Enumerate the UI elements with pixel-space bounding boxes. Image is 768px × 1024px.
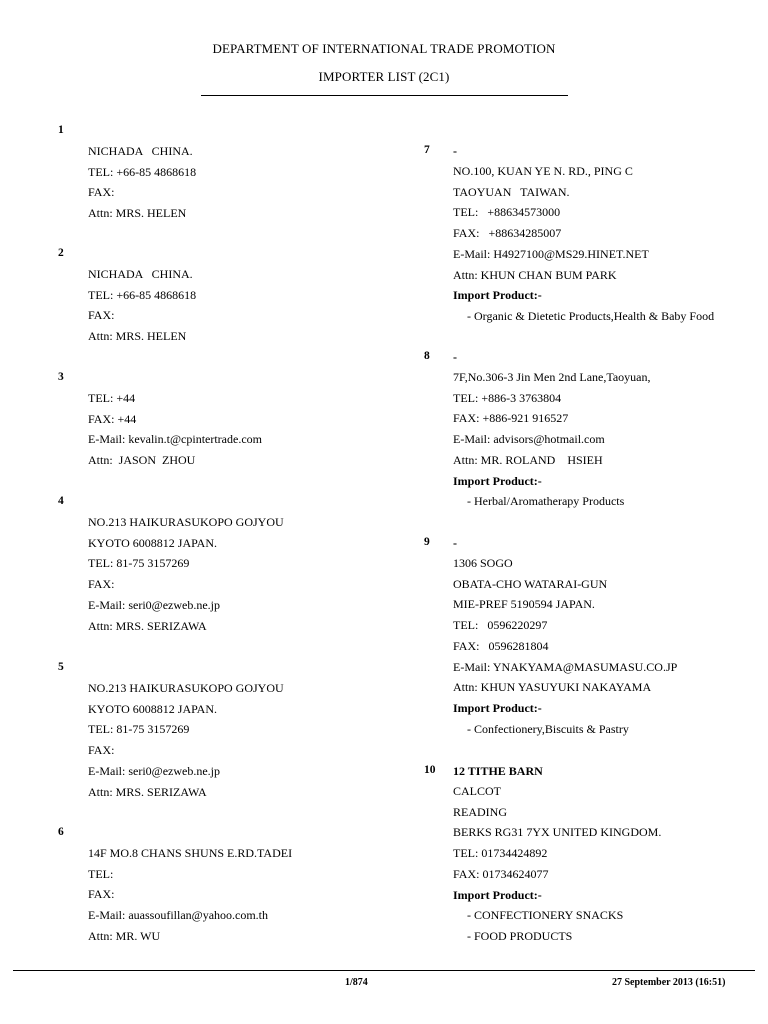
page-number: 1/874	[345, 977, 368, 988]
entry-detail-line: Attn: MRS. HELEN	[88, 329, 187, 344]
entry-detail-line: E-Mail: seri0@ezweb.ne.jp	[88, 763, 221, 778]
entry-detail-line: Attn: MRS. HELEN	[88, 206, 187, 221]
entry-detail-line: Attn: KHUN YASUYUKI NAKAYAMA	[453, 680, 652, 695]
entry-number: 7	[424, 144, 430, 156]
entry-detail-line: FAX: 01734624077	[453, 866, 549, 881]
import-product-label: Import Product:-	[453, 887, 542, 902]
import-product-item: - Organic & Dietetic Products,Health & Baby Food	[467, 308, 715, 323]
entry-detail-line: Attn: MR. WU	[88, 928, 161, 943]
entry-detail-line: NO.213 HAIKURASUKOPO GOJYOU	[88, 681, 284, 695]
entry-number: 4	[58, 495, 64, 507]
entry-detail-line: Attn: MRS. SERIZAWA	[88, 618, 207, 633]
entry-detail-line: BERKS RG31 7YX UNITED KINGDOM.	[453, 825, 662, 840]
entry-detail-line: E-Mail: H4927100@MS29.HINET.NET	[453, 246, 649, 261]
entry-detail-line: FAX: +44	[88, 411, 137, 426]
entry-detail-line: TEL: 81-75 3157269	[88, 722, 190, 737]
entry-detail-line: TEL: +66-85 4868618	[88, 287, 197, 302]
document-subtitle: IMPORTER LIST (2C1)	[318, 69, 450, 84]
import-product-item: - Herbal/Aromatherapy Products	[467, 494, 625, 509]
entry-number: 5	[58, 661, 64, 673]
entry-detail-line: E-Mail: auassoufillan@yahoo.com.th	[88, 908, 269, 923]
entry-detail-line: NICHADA CHINA.	[88, 267, 193, 281]
entry-detail-line: TEL: 81-75 3157269	[88, 556, 190, 571]
entry-detail-line: TEL:	[88, 866, 114, 881]
entry-detail-line: NO.213 HAIKURASUKOPO GOJYOU	[88, 515, 284, 529]
import-product-label: Import Product:-	[453, 700, 542, 715]
company-name: 12 TITHE BARN	[453, 764, 543, 778]
entry-detail-line: TAOYUAN TAIWAN.	[453, 184, 570, 199]
entry-detail-line: KYOTO 6008812 JAPAN.	[88, 701, 218, 716]
entry-detail-line: 7F,No.306-3 Jin Men 2nd Lane,Taoyuan,	[453, 370, 651, 384]
entry-detail-line: E-Mail: YNAKYAMA@MASUMASU.CO.JP	[453, 659, 678, 674]
entry-detail-line: E-Mail: kevalin.t@cpintertrade.com	[88, 432, 262, 447]
entry-detail-line: E-Mail: advisors@hotmail.com	[453, 432, 605, 447]
company-name: -	[453, 536, 457, 550]
import-product-item: - Confectionery,Biscuits & Pastry	[467, 721, 629, 736]
entry-number: 1	[58, 124, 64, 136]
entry-detail-line: FAX:	[88, 185, 115, 200]
entry-detail-line: TEL: +88634573000	[453, 205, 561, 220]
company-name: -	[453, 350, 457, 364]
print-date: 27 September 2013 (16:51)	[612, 977, 726, 988]
entry-detail-line: TEL: 0596220297	[453, 618, 548, 633]
entry-number: 2	[58, 247, 64, 259]
entry-detail-line: READING	[453, 804, 507, 819]
document-title: DEPARTMENT OF INTERNATIONAL TRADE PROMOTION	[212, 41, 556, 56]
entry-detail-line: Attn: KHUN CHAN BUM PARK	[453, 267, 617, 282]
entry-detail-line: NO.100, KUAN YE N. RD., PING C	[453, 164, 633, 178]
entry-detail-line: FAX: 0596281804	[453, 638, 549, 653]
entry-detail-line: CALCOT	[453, 784, 501, 798]
entry-detail-line: FAX:	[88, 887, 115, 902]
entry-detail-line: Attn: MR. ROLAND HSIEH	[453, 452, 603, 467]
entry-detail-line: Attn: MRS. SERIZAWA	[88, 784, 207, 799]
entry-number: 6	[58, 826, 64, 838]
entry-detail-line: FAX:	[88, 743, 115, 758]
entry-detail-line: TEL: +44	[88, 391, 136, 405]
entry-detail-line: FAX:	[88, 308, 115, 323]
entry-detail-line: OBATA-CHO WATARAI-GUN	[453, 576, 608, 591]
entry-detail-line: MIE-PREF 5190594 JAPAN.	[453, 597, 595, 612]
import-product-label: Import Product:-	[453, 473, 542, 488]
entry-detail-line: FAX: +886-921 916527	[453, 411, 569, 426]
entry-number: 3	[58, 371, 64, 383]
entry-detail-line: FAX: +88634285007	[453, 226, 562, 241]
entry-detail-line: Attn: JASON ZHOU	[88, 453, 196, 468]
entry-detail-line: E-Mail: seri0@ezweb.ne.jp	[88, 597, 221, 612]
entry-detail-line: TEL: +886-3 3763804	[453, 390, 562, 405]
entry-detail-line: NICHADA CHINA.	[88, 144, 193, 158]
footer-rule	[13, 970, 755, 971]
entry-number: 10	[424, 764, 436, 776]
entry-number: 9	[424, 536, 430, 548]
title-rule	[201, 95, 568, 96]
entry-number: 8	[424, 350, 430, 362]
company-name: -	[453, 144, 457, 158]
entry-detail-line: TEL: +66-85 4868618	[88, 164, 197, 179]
import-product-item: - CONFECTIONERY SNACKS	[467, 908, 624, 923]
entry-detail-line: TEL: 01734424892	[453, 846, 548, 861]
entry-detail-line: 1306 SOGO	[453, 556, 513, 570]
entry-detail-line: KYOTO 6008812 JAPAN.	[88, 535, 218, 550]
entry-detail-line: FAX:	[88, 577, 115, 592]
import-product-label: Import Product:-	[453, 288, 542, 303]
import-product-item: - FOOD PRODUCTS	[467, 928, 573, 943]
entry-detail-line: 14F MO.8 CHANS SHUNS E.RD.TADEI	[88, 846, 293, 860]
